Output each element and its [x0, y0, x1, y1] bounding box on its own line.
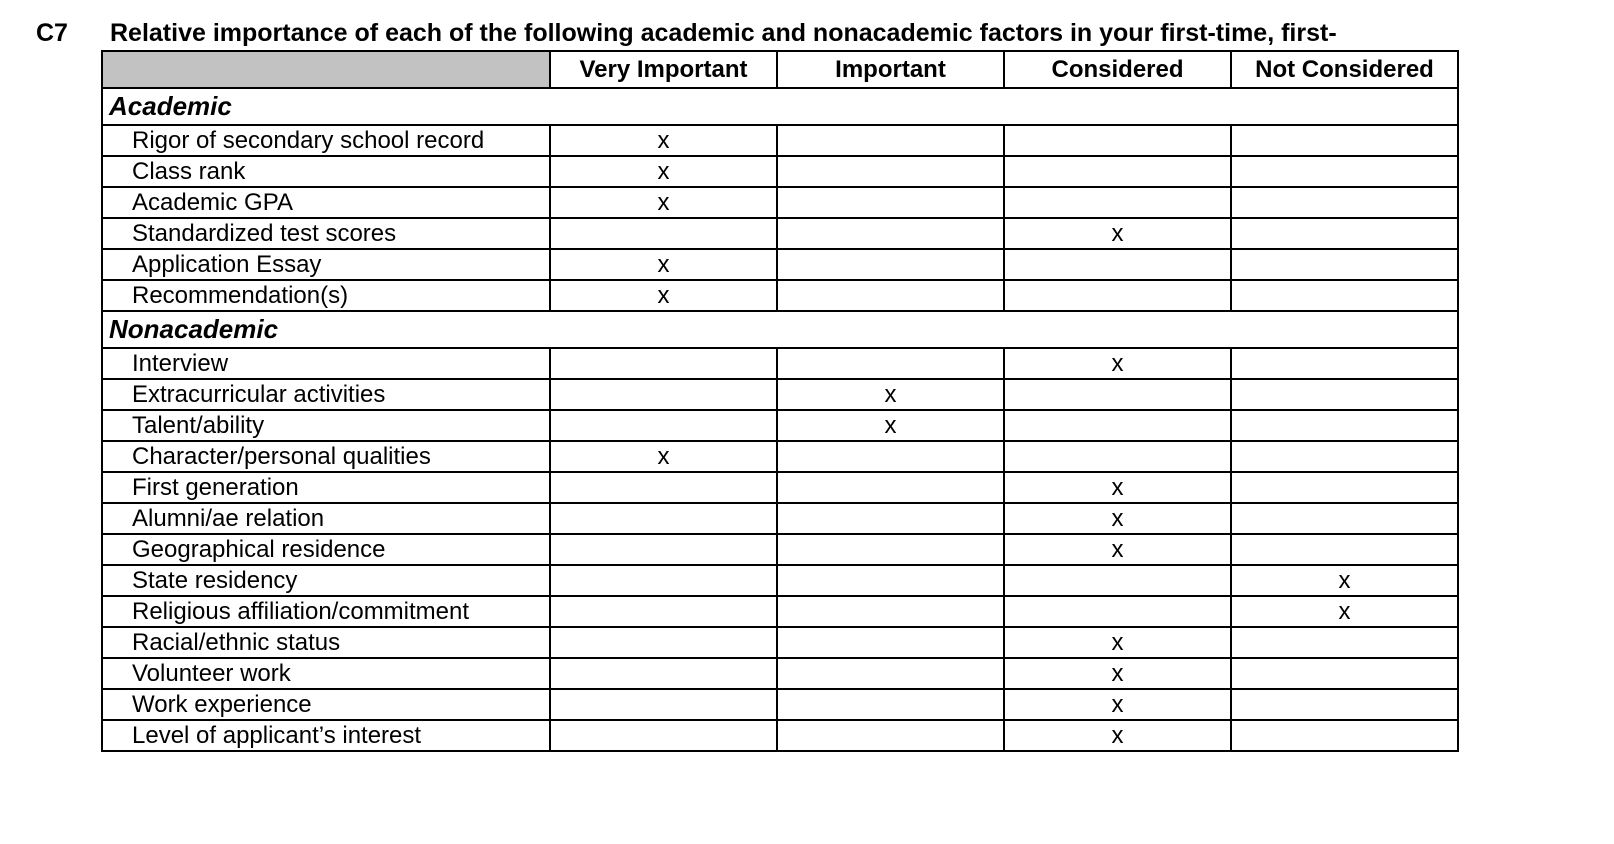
factor-label: Volunteer work — [102, 658, 550, 689]
rating-cell-important — [777, 534, 1004, 565]
rating-cell-important: x — [777, 410, 1004, 441]
rating-cell-important: x — [777, 379, 1004, 410]
table-row — [102, 348, 1458, 379]
factor-label: Standardized test scores — [102, 218, 550, 249]
rating-cell-important — [777, 348, 1004, 379]
rating-cell-considered — [1004, 379, 1231, 410]
factor-label: Rigor of secondary school record — [102, 125, 550, 156]
rating-cell-important — [777, 125, 1004, 156]
rating-cell-not-considered — [1231, 187, 1458, 218]
factor-label: State residency — [102, 565, 550, 596]
rating-cell-not-considered — [1231, 720, 1458, 751]
question-id: C7 — [36, 19, 68, 47]
rating-cell-important — [777, 596, 1004, 627]
rating-cell-important — [777, 156, 1004, 187]
rating-cell-considered — [1004, 187, 1231, 218]
rating-cell-considered: x — [1004, 348, 1231, 379]
rating-cell-important — [777, 565, 1004, 596]
section-heading: Academic — [102, 88, 1458, 125]
header-not-considered: Not Considered — [1231, 51, 1458, 88]
table-row — [102, 379, 1458, 410]
table-row — [102, 689, 1458, 720]
rating-cell-very-important — [550, 534, 777, 565]
factor-label: Class rank — [102, 156, 550, 187]
rating-cell-very-important: x — [550, 125, 777, 156]
table-row — [102, 280, 1458, 311]
rating-cell-important — [777, 658, 1004, 689]
factor-label: Level of applicant’s interest — [102, 720, 550, 751]
rating-cell-not-considered: x — [1231, 565, 1458, 596]
rating-cell-not-considered: x — [1231, 596, 1458, 627]
rating-cell-considered: x — [1004, 689, 1231, 720]
rating-cell-considered: x — [1004, 218, 1231, 249]
factor-label: Recommendation(s) — [102, 280, 550, 311]
rating-cell-considered: x — [1004, 503, 1231, 534]
factors-table — [101, 50, 1459, 752]
rating-cell-important — [777, 187, 1004, 218]
header-very-important: Very Important — [550, 51, 777, 88]
header-important: Important — [777, 51, 1004, 88]
rating-cell-not-considered — [1231, 348, 1458, 379]
rating-cell-not-considered — [1231, 218, 1458, 249]
rating-cell-important — [777, 689, 1004, 720]
rating-cell-not-considered — [1231, 441, 1458, 472]
rating-cell-very-important — [550, 218, 777, 249]
table-row — [102, 534, 1458, 565]
rating-cell-very-important — [550, 596, 777, 627]
table-row — [102, 187, 1458, 218]
rating-cell-important — [777, 472, 1004, 503]
rating-cell-not-considered — [1231, 156, 1458, 187]
factor-label: Work experience — [102, 689, 550, 720]
rating-cell-not-considered — [1231, 503, 1458, 534]
factor-label: Racial/ethnic status — [102, 627, 550, 658]
rating-cell-very-important: x — [550, 249, 777, 280]
rating-cell-considered — [1004, 156, 1231, 187]
rating-cell-considered — [1004, 565, 1231, 596]
table-row — [102, 720, 1458, 751]
header-blank-cell — [102, 51, 550, 88]
section-row-nonacademic — [102, 311, 1458, 348]
factor-label: Talent/ability — [102, 410, 550, 441]
rating-cell-considered: x — [1004, 720, 1231, 751]
rating-cell-considered — [1004, 596, 1231, 627]
rating-cell-important — [777, 249, 1004, 280]
header-considered: Considered — [1004, 51, 1231, 88]
table-row — [102, 565, 1458, 596]
rating-cell-important — [777, 441, 1004, 472]
rating-cell-very-important: x — [550, 187, 777, 218]
rating-cell-important — [777, 720, 1004, 751]
rating-cell-very-important — [550, 720, 777, 751]
rating-cell-very-important: x — [550, 441, 777, 472]
factor-label: Geographical residence — [102, 534, 550, 565]
factor-label: Religious affiliation/commitment — [102, 596, 550, 627]
rating-cell-very-important — [550, 379, 777, 410]
rating-cell-considered: x — [1004, 658, 1231, 689]
rating-cell-considered: x — [1004, 534, 1231, 565]
rating-cell-not-considered — [1231, 410, 1458, 441]
rating-cell-important — [777, 503, 1004, 534]
factor-label: Extracurricular activities — [102, 379, 550, 410]
table-row — [102, 658, 1458, 689]
rating-cell-considered — [1004, 125, 1231, 156]
table-row — [102, 441, 1458, 472]
table-row — [102, 156, 1458, 187]
rating-cell-very-important: x — [550, 280, 777, 311]
rating-cell-very-important — [550, 348, 777, 379]
rating-cell-considered: x — [1004, 472, 1231, 503]
rating-cell-not-considered — [1231, 689, 1458, 720]
rating-cell-very-important — [550, 627, 777, 658]
factor-label: Alumni/ae relation — [102, 503, 550, 534]
rating-cell-very-important — [550, 689, 777, 720]
rating-cell-considered — [1004, 280, 1231, 311]
table-row — [102, 627, 1458, 658]
rating-cell-not-considered — [1231, 379, 1458, 410]
table-row — [102, 410, 1458, 441]
table-row — [102, 503, 1458, 534]
rating-cell-considered — [1004, 249, 1231, 280]
rating-cell-very-important — [550, 565, 777, 596]
rating-cell-not-considered — [1231, 125, 1458, 156]
rating-cell-not-considered — [1231, 472, 1458, 503]
rating-cell-very-important — [550, 472, 777, 503]
factor-label: Interview — [102, 348, 550, 379]
rating-cell-important — [777, 280, 1004, 311]
rating-cell-considered — [1004, 410, 1231, 441]
factor-label: Academic GPA — [102, 187, 550, 218]
section-heading: Nonacademic — [102, 311, 1458, 348]
header-row — [102, 51, 1458, 88]
factor-label: First generation — [102, 472, 550, 503]
rating-cell-considered: x — [1004, 627, 1231, 658]
rating-cell-considered — [1004, 441, 1231, 472]
factor-label: Application Essay — [102, 249, 550, 280]
rating-cell-not-considered — [1231, 658, 1458, 689]
rating-cell-very-important: x — [550, 156, 777, 187]
rating-cell-not-considered — [1231, 280, 1458, 311]
rating-cell-important — [777, 627, 1004, 658]
rating-cell-not-considered — [1231, 249, 1458, 280]
table-row — [102, 596, 1458, 627]
section-row-academic — [102, 88, 1458, 125]
table-row — [102, 125, 1458, 156]
rating-cell-very-important — [550, 658, 777, 689]
rating-cell-not-considered — [1231, 534, 1458, 565]
table-row — [102, 218, 1458, 249]
rating-cell-very-important — [550, 410, 777, 441]
rating-cell-very-important — [550, 503, 777, 534]
question-title: Relative importance of each of the following academic and nonacademic factors in your first-time, first- — [110, 19, 1337, 47]
rating-cell-not-considered — [1231, 627, 1458, 658]
table-row — [102, 472, 1458, 503]
table-body — [102, 88, 1458, 751]
table-row — [102, 249, 1458, 280]
rating-cell-important — [777, 218, 1004, 249]
factor-label: Character/personal qualities — [102, 441, 550, 472]
